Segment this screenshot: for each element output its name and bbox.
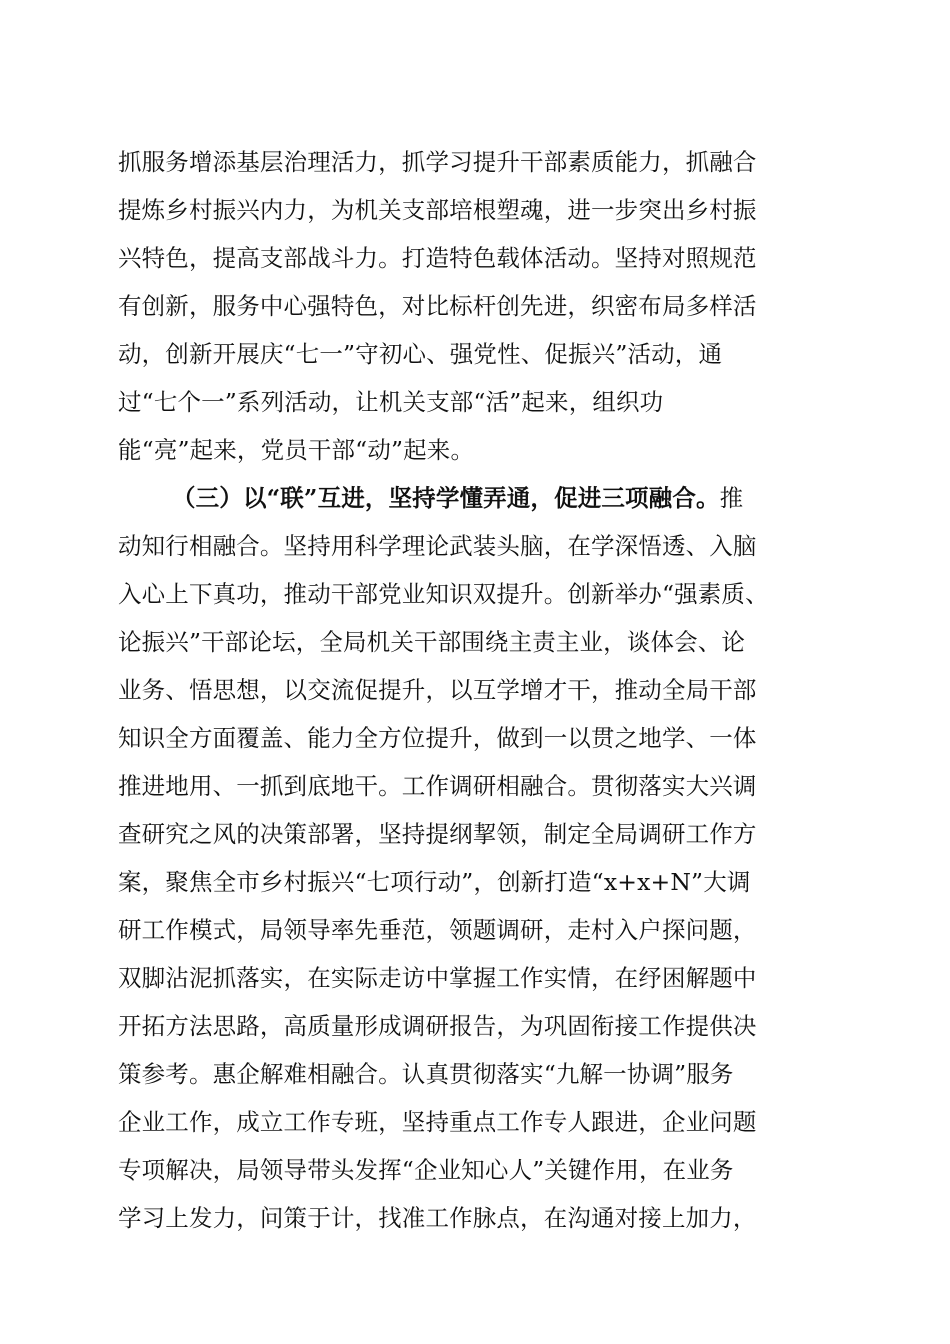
paragraph-line: 推进地用、一抓到底地干。工作调研相融合。贯彻落实大兴调 <box>118 772 757 800</box>
paragraph-line: 专项解决，局领导带头发挥“企业知心人”关键作用，在业务 <box>118 1156 734 1184</box>
paragraph-line: 能“亮”起来，党员干部“动”起来。 <box>118 436 475 464</box>
heading-continuation: 推 <box>719 484 744 512</box>
paragraph-line: 论振兴”干部论坛，全局机关干部围绕主责主业，谈体会、论 <box>118 628 746 656</box>
paragraph-line: 知识全方面覆盖、能力全方位提升，做到一以贯之地学、一体 <box>118 724 757 752</box>
section-heading: （三）以“联”互进，坚持学懂弄通，促进三项融合。 <box>172 484 720 512</box>
paragraph-line: 开拓方法思路，高质量形成调研报告，为巩固衔接工作提供决 <box>118 1012 757 1040</box>
paragraph-line: 策参考。惠企解难相融合。认真贯彻落实“九解一协调”服务 <box>118 1060 734 1088</box>
paragraph-line: 动，创新开展庆“七一”守初心、强党性、促振兴”活动，通 <box>118 340 723 368</box>
paragraph-line: 过“七个一”系列活动，让机关支部“活”起来，组织功 <box>118 388 664 416</box>
paragraph-line: 查研究之风的决策部署，坚持提纲挈领，制定全局调研工作方 <box>118 820 757 848</box>
paragraph-line: 双脚沾泥抓落实，在实际走访中掌握工作实情，在纾困解题中 <box>118 964 757 992</box>
paragraph-line: 案，聚焦全市乡村振兴“七项行动”，创新打造“x+x+N”大调 <box>118 868 751 896</box>
paragraph-line: 提炼乡村振兴内力，为机关支部培根塑魂，进一步突出乡村振 <box>118 196 757 224</box>
paragraph-line: 入心上下真功，推动干部党业知识双提升。创新举办“强素质、 <box>118 580 769 608</box>
paragraph-line: 抓服务增添基层治理活力，抓学习提升干部素质能力，抓融合 <box>118 148 757 176</box>
paragraph-line: 研工作模式，局领导率先垂范，领题调研，走村入户探问题， <box>118 916 757 944</box>
paragraph-line: 学习上发力，问策于计，找准工作脉点，在沟通对接上加力， <box>118 1204 757 1232</box>
paragraph-line: 企业工作，成立工作专班，坚持重点工作专人跟进，企业问题 <box>118 1108 757 1136</box>
section-heading-line <box>172 482 892 514</box>
paragraph-line: 兴特色，提高支部战斗力。打造特色载体活动。坚持对照规范 <box>118 244 757 272</box>
paragraph-line: 动知行相融合。坚持用科学理论武装头脑，在学深悟透、入脑 <box>118 532 757 560</box>
paragraph-line: 业务、悟思想，以交流促提升，以互学增才干，推动全局干部 <box>118 676 757 704</box>
paragraph-line: 有创新，服务中心强特色，对比标杆创先进，织密布局多样活 <box>118 292 757 320</box>
